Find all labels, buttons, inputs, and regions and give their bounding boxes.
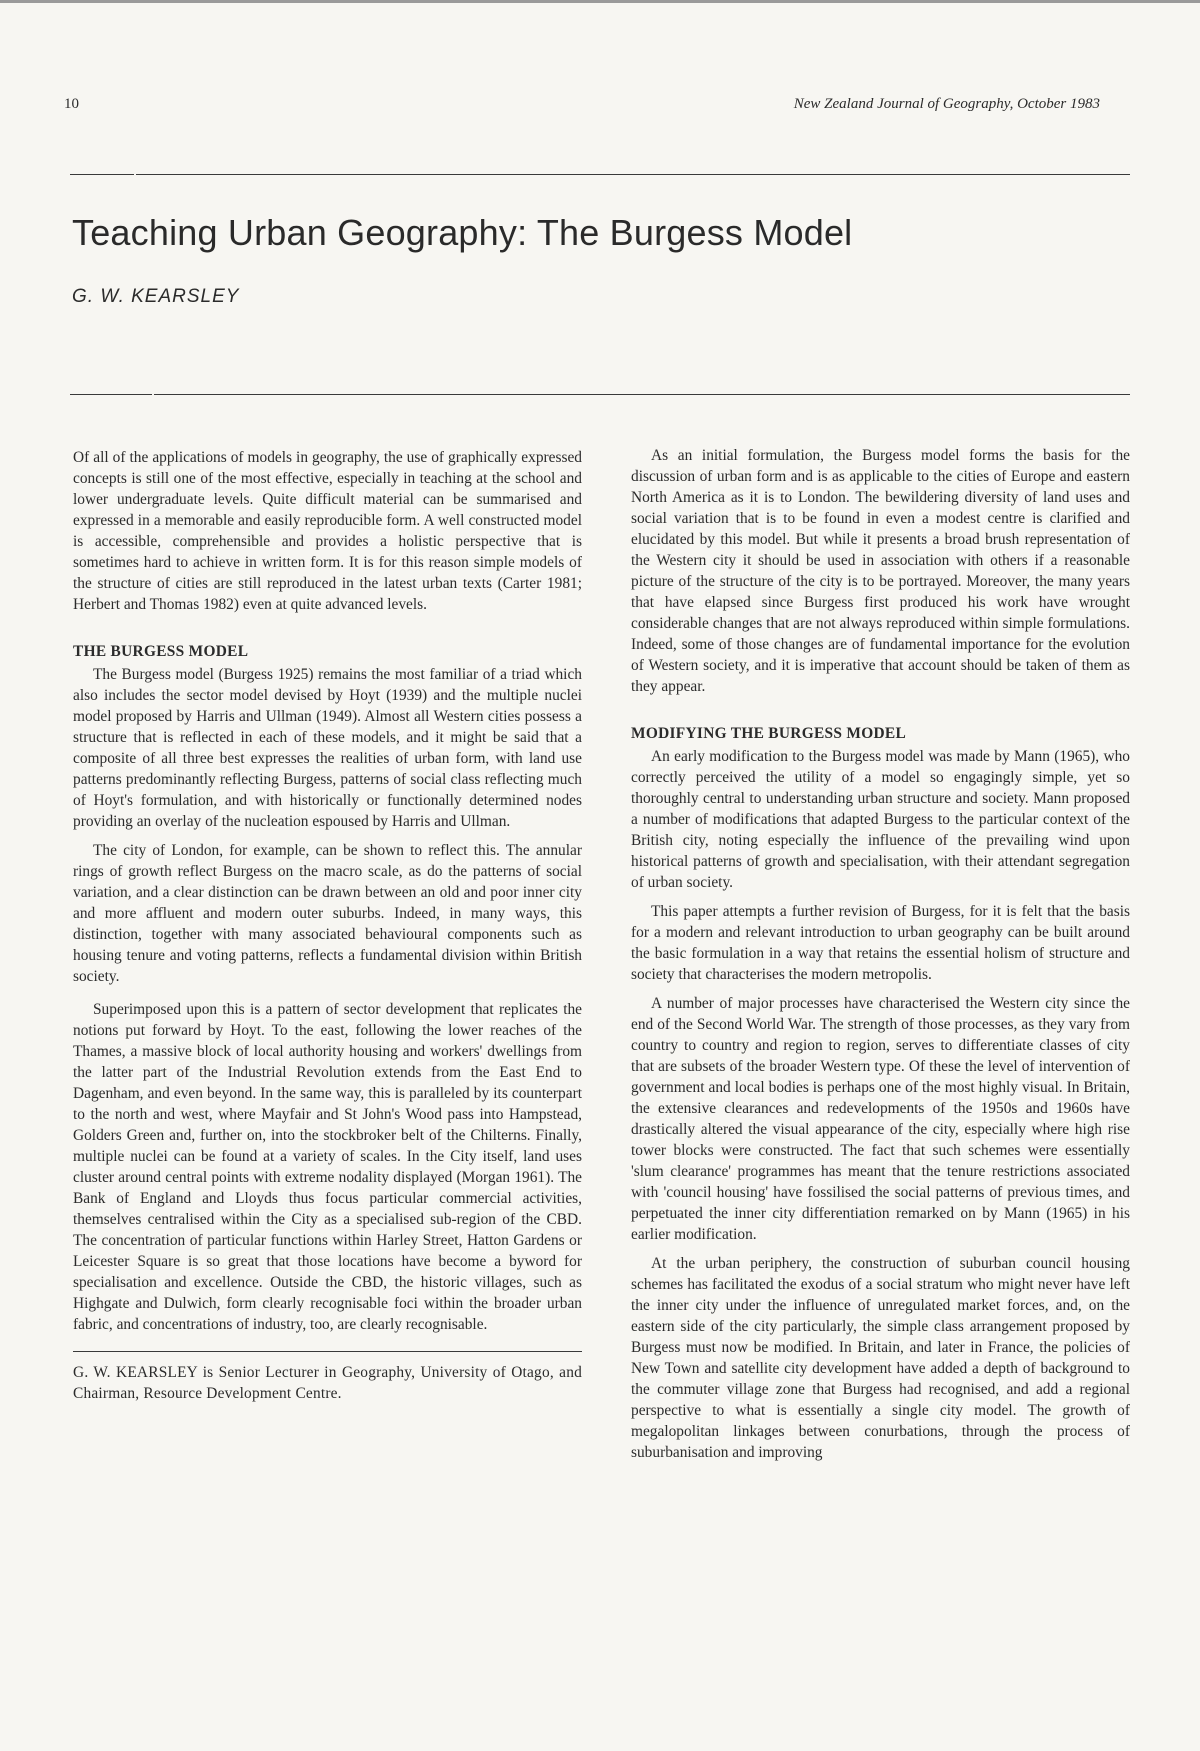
running-head: New Zealand Journal of Geography, October 1983: [793, 96, 1100, 112]
body-paragraph: As an initial formulation, the Burgess model forms the basis for the discussion of urban form and is as applicable to the cities of Europe and eastern North America as it is to London. The bewildering diversity of land uses and social variation that is to be found in even a modest centre is clarified and elucidated by this model. But while it presents a broad brush representation of the Western city it should be used in association with others if a reasonable picture of the structure of the city is to be portrayed. Moreover, the many years that have elapsed since Burgess first produced his work have wrought considerable changes that are not always reproduced within simple formulations. Indeed, some of those changes are of fundamental importance for the evolution of Western society, and it is imperative that account should be taken of them as they appear.: [631, 447, 1130, 695]
scan-top-edge: [0, 0, 1200, 3]
intro-paragraph: Of all of the applications of models in geography, the use of graphically expressed concepts is still one of the most effective, especially in teaching at the school and lower undergraduate levels. Quite difficult material can be summarised and expressed in a memorable and easily reproducible form. A well constructed model is accessible, comprehensible and provides a holistic perspective that is sometimes hard to achieve in written form. It is for this reason simple models of the structure of cities are still reproduced in the latest urban texts (Carter 1981; Herbert and Thomas 1982) even at quite advanced levels.: [73, 449, 582, 613]
section-heading-burgess: THE BURGESS MODEL: [73, 643, 249, 660]
title-block-rule: [154, 394, 1130, 395]
footnote-rule: [73, 1351, 582, 1352]
title-block-rule: [70, 394, 152, 395]
section-heading-modifying: MODIFYING THE BURGESS MODEL: [631, 725, 907, 742]
body-paragraph: An early modification to the Burgess model was made by Mann (1965), who correctly perceived the utility of a model so engagingly simple, yet so thoroughly central to understanding urban structure and society. Mann proposed a number of modifications that adapted Burgess to the particular context of the British city, noting especially the influence of the prevailing wind upon historical patterns of growth and specialisation, with their attendant segregation of urban society.: [631, 748, 1130, 891]
right-column: [631, 445, 1130, 1463]
header-rule: [70, 174, 134, 175]
author-footnote: G. W. KEARSLEY is Senior Lecturer in Geography, University of Otago, and Chairman, Resource Development Centre.: [73, 1364, 582, 1402]
page-number: 10: [64, 96, 79, 112]
body-paragraph: This paper attempts a further revision of Burgess, for it is felt that the basis for a modern and relevant introduction to urban geography can be built around the basic formulation in a way that retains the essential holism of structure and society that characterises the modern metropolis.: [631, 903, 1130, 983]
body-paragraph: A number of major processes have characterised the Western city since the end of the Second World War. The strength of those processes, as they vary from country to country and region to region, serves to differentiate classes of city that are subsets of the broader Western type. Of these the level of intervention of government and local bodies is perhaps one of the most highly visual. In Britain, the extensive clearances and redevelopments of the 1950s and 1960s have drastically altered the visual appearance of the city, especially where high rise tower blocks were constructed. The fact that such schemes were essentially 'slum clearance' programmes has meant that the tenure restrictions associated with 'council housing' have fossilised the social patterns of previous times, and perpetuated the inner city differentiation remarked on by Mann (1965) in his earlier modification.: [631, 995, 1130, 1243]
article-title: Teaching Urban Geography: The Burgess Model: [72, 212, 853, 253]
body-paragraph: The Burgess model (Burgess 1925) remains the most familiar of a triad which also includes the sector model devised by Hoyt (1939) and the multiple nuclei model proposed by Harris and Ullman (1949). Almost all Western cities possess a structure that is reflected in each of these models, and it might be said that a composite of all three best expresses the realities of urban form, with land use patterns predominantly reflecting Burgess, patterns of social class reflecting much of Hoyt's formulation, and with historically or functionally determined nodes providing an overlay of the nucleation espoused by Harris and Ullman.: [73, 666, 582, 830]
body-paragraph: Superimposed upon this is a pattern of sector development that replicates the notions put forward by Hoyt. To the east, following the lower reaches of the Thames, a massive block of local authority housing and workers' dwellings from the latter part of the Industrial Revolution extends from the East End to Dagenham, and even beyond. In the same way, this is paralleled by its counterpart to the north and west, where Mayfair and St John's Wood pass into Hampstead, Golders Green and, further on, into the stockbroker belt of the Chilterns. Finally, multiple nuclei can be found at a variety of scales. In the City itself, land uses cluster around central points with extreme nodality displayed (Morgan 1961). The Bank of England and Lloyds thus focus particular commercial activities, themselves centralised within the City as a specialised sub-region of the CBD. The concentration of particular functions within Harley Street, Hatton Gardens or Leicester Square is so great that those locations have become a byword for specialisation and excellence. Outside the CBD, the historic villages, such as Highgate and Dulwich, form clearly recognisable foci within the broader urban fabric, and concentrations of industry, too, are clearly recognisable.: [73, 1001, 582, 1333]
body-paragraph: At the urban periphery, the construction of suburban council housing schemes has facilitated the exodus of a social stratum who might never have left the inner city under the influence of unregulated market forces, and, on the eastern side of the city particularly, the simple class arrangement proposed by Burgess must now be modified. In Britain, and later in France, the policies of New Town and satellite city development have added a depth of background to the commuter village zone that Burgess had recognised, and add a regional perspective to what is essentially a single city model. The growth of megalopolitan linkages between conurbations, through the process of suburbanisation and improving: [631, 1255, 1130, 1461]
header-rule: [136, 174, 1130, 175]
left-column: [73, 447, 582, 1404]
article-author: G. W. KEARSLEY: [72, 286, 240, 307]
body-paragraph: The city of London, for example, can be shown to reflect this. The annular rings of growth reflect Burgess on the macro scale, as do the patterns of social variation, and a clear distinction can be drawn between an old and poor inner city and more affluent and modern outer suburbs. Indeed, in many ways, this distinction, together with many associated behavioural components such as housing tenure and voting patterns, reflects a fundamental division within British society.: [73, 842, 582, 985]
